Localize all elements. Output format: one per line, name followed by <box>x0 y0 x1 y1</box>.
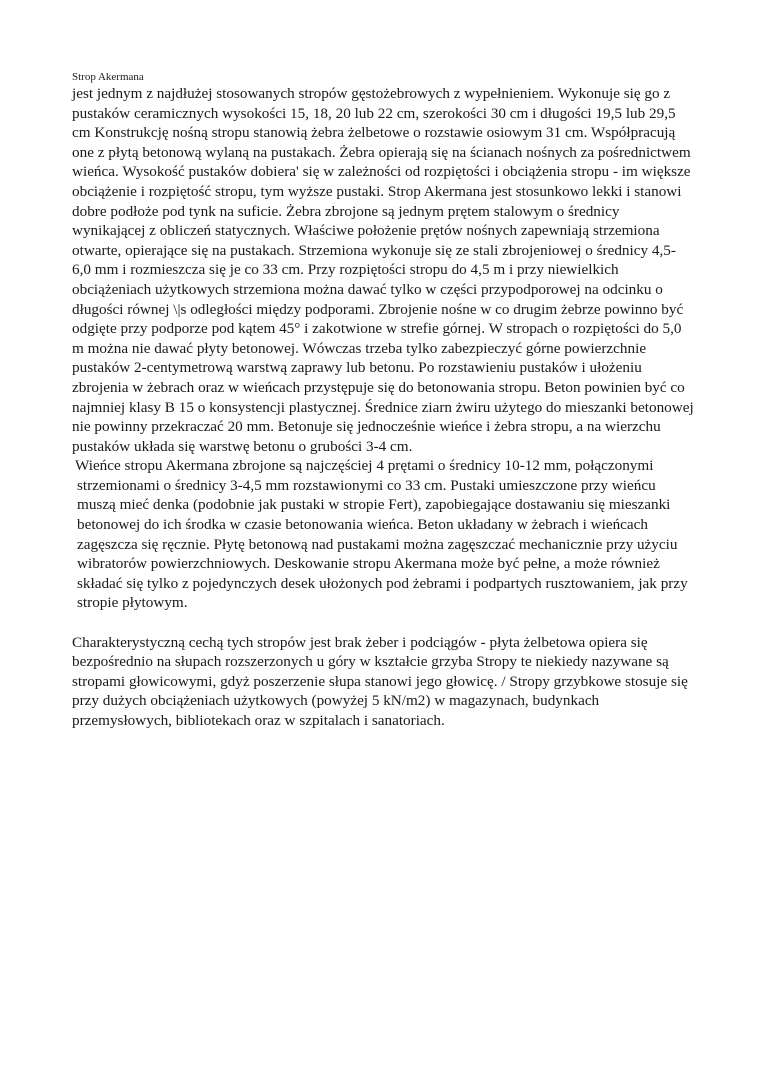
document-title: Strop Akermana <box>72 71 144 83</box>
paragraph-strop-akermana: jest jednym z najdłużej stosowanych stropów gęstożebrowych z wypełnieniem. Wykonuje się go z pustaków ceramicznych wysokości 15, 18, 20 lub 22 cm, szerokości 30 cm i długości 19,5 lub 29,5 cm Konstrukcję nośną stropu stanowią żebra żelbetowe o rozstawie osiowym 31 cm. Współpracują one z płytą betonową wylaną na pustakach. Żebra opierają się na ścianach nośnych za pośrednictwem wieńca. Wysokość pustaków dobiera' się w zależności od rozpiętości i obciążenia stropu - im większe obciążenie i rozpiętość stropu, tym wyższe pustaki. Strop Akermana jest stosunkowo lekki i stanowi dobre podłoże pod tynk na suficie. Żebra zbrojone są jednym prętem stalowym o średnicy wynikającej z obliczeń statycznych. Właściwe położenie prętów nośnych zapewniają strzemiona otwarte, opierające się na pustakach. Strzemiona wykonuje się ze stali zbrojeniowej o średnicy 4,5-6,0 mm i rozmieszcza się je co 33 cm. Przy rozpiętości stropu do 4,5 m i przy niewielkich obciążeniach użytkowych strzemiona można dawać tylko w części przypodporowej na odcinku o długości równej \|s odległości między podporami. Zbrojenie nośne w co drugim żebrze powinno być odgięte przy podporze pod kątem 45° i zakotwione w strefie górnej. W stropach o rozpiętości do 5,0 m można nie dawać płyty betonowej. Wówczas trzeba tylko zabezpieczyć górne powierzchnie pustaków 2-centymetrową warstwą zaprawy lub betonu. Po rozstawieniu pustaków i ułożeniu zbrojenia w żebrach oraz w wieńcach przystępuje się do betonowania stropu. Beton powinien być co najmniej klasy B 15 o konsystencji plastycznej. Średnice ziarn żwiru użytego do mieszanki betonowej nie powinny przekraczać 20 mm. Betonuje się jednocześnie wieńce i żebra stropu, a na wierzchu pustaków układa się warstwę betonu o grubości 3-4 cm. <box>72 85 694 455</box>
paragraph-stropy-grzybkowe: Charakterystyczną cechą tych stropów jest brak żeber i podciągów - płyta żelbetowa opiera się bezpośrednio na słupach rozszerzonych u góry w kształcie grzyba Stropy te niekiedy nazywane są stropami głowicowymi, gdyż poszerzenie słupa stanowi jego głowicę. / Stropy grzybkowe stosuje się przy dużych obciążeniach użytkowych (powyżej 5 kN/m2) w magazynach, budynkach przemysłowych, bibliotekach oraz w szpitalach i sanatoriach. <box>72 633 688 729</box>
document-page <box>72 70 694 731</box>
paragraph-wience <box>72 456 694 613</box>
paragraph-wience-first-line: Wieńce stropu Akermana zbrojone są najczęściej 4 prętami o średnicy 10-12 mm, połączonymi <box>75 457 654 475</box>
paragraph-spacer <box>72 613 694 633</box>
paragraph-wience-body: strzemionami o średnicy 3-4,5 mm rozstawionymi co 33 cm. Pustaki umieszczone przy wieńcu muszą mieć denka (podobnie jak pustaki w stropie Fert), zapobiegające dostawaniu się mieszanki betonowej do ich środka w czasie betonowania wieńca. Beton układany w żebrach i wieńcach zagęszcza się ręcznie. Płytę betonową nad pustakami można zagęszczać mechanicznie przy użyciu wibratorów powierzchniowych. Deskowanie stropu Akermana może być pełne, a może również składać się tylko z pojedynczych desek ułożonych pod żebrami i podpartych rusztowaniem, jak przy stropie płytowym. <box>77 476 688 612</box>
